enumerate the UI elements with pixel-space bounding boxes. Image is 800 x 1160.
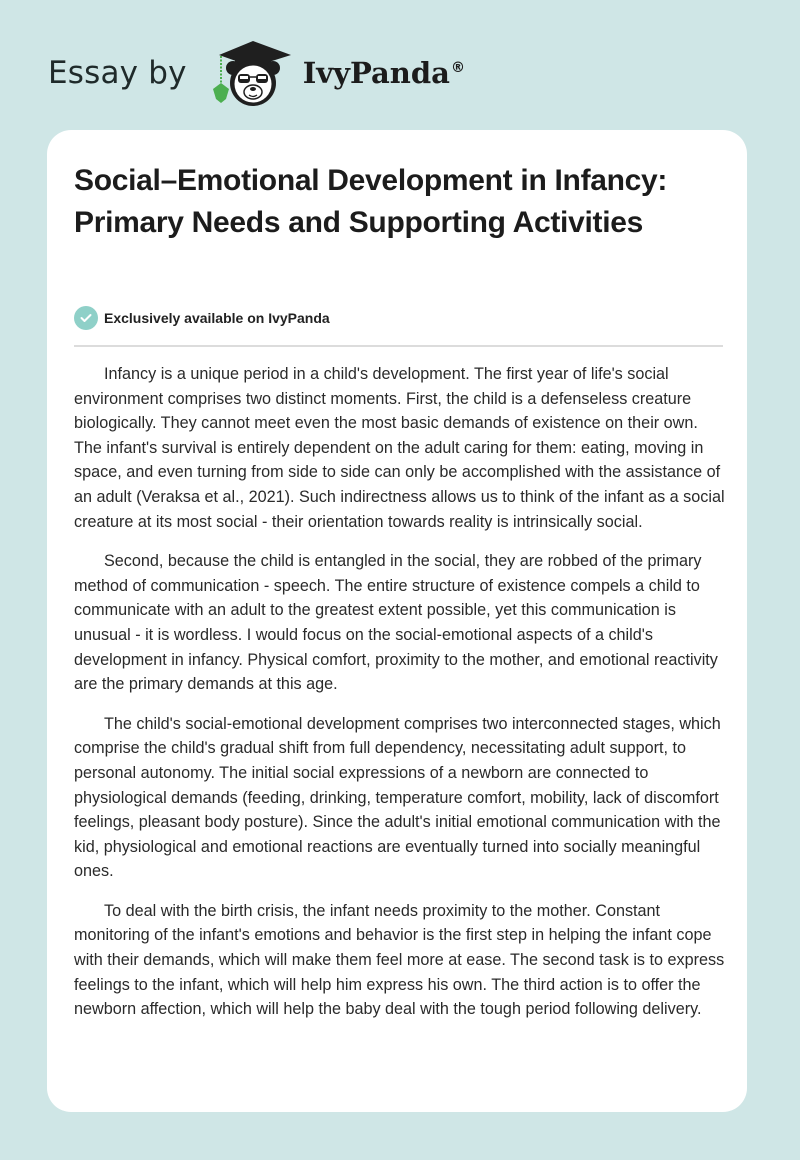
check-circle-icon — [74, 306, 98, 330]
ivypanda-brand-link[interactable]: IvyPanda® — [302, 56, 465, 90]
paragraph: Second, because the child is entangled in the social, they are robbed of the primary method of communication - speech. The entire structure of existence compels a child to communicate with an adult to the greatest extent possible, yet this communication is unusual - it is wordless. I would focus on the social-emotional aspects of a child's development in infancy. Physical comfort, proximity to the mother, and emotional reactivity are the primary demands at this age. — [74, 552, 718, 694]
paragraph: Infancy is a unique period in a child's development. The first year of life's social environment comprises two distinct moments. First, the child is a defenseless creature biologically. They cannot meet even the most basic demands of existence on their own. The infant's survival is entirely dependent on the adult caring for them: eating, moving in space, and even turning from side to side can only be accomplished with the assistance of an adult (Veraksa et al., 2021). Such indirectness allows us to think of the infant as a social creature at its most social - their orientation towards reality is intrinsically social. — [74, 365, 725, 531]
essay-body — [74, 362, 727, 1037]
site-header — [48, 38, 465, 108]
exclusive-badge — [74, 306, 330, 330]
essay-card — [47, 130, 747, 1112]
exclusive-badge-text: Exclusively available on IvyPanda — [104, 310, 330, 326]
registered-mark: ® — [450, 60, 465, 77]
title-divider — [74, 345, 723, 347]
essay-title: Social–Emotional Development in Infancy: Primary Needs and Supporting Activities — [74, 164, 668, 239]
essay-by-label: Essay by — [48, 55, 187, 91]
paragraph: The child's social-emotional development comprises two interconnected stages, which comprise the child's gradual shift from full dependency, necessitating adult support, to personal autonomy. The initial social expressions of a newborn are connected to physiological demands (feeding, drinking, temperature comfort, mobility, lack of discomfort feelings, pleasant body posture). Since the adult's initial emotional communication with the kid, physiological and emotional reactions are eventually turned into socially meaningful ones. — [74, 714, 721, 881]
panda-graduate-logo-icon[interactable] — [205, 37, 297, 109]
paragraph: To deal with the birth crisis, the infant needs proximity to the mother. Constant monitoring of the infant's emotions and behavior is the first step in helping the infant cope with their demands, which will make them feel more at ease. The second task is to express feelings to the infant, which will help him express his own. The third action is to offer the newborn affection, which will help the baby deal with the tough period following delivery. — [74, 901, 725, 1019]
